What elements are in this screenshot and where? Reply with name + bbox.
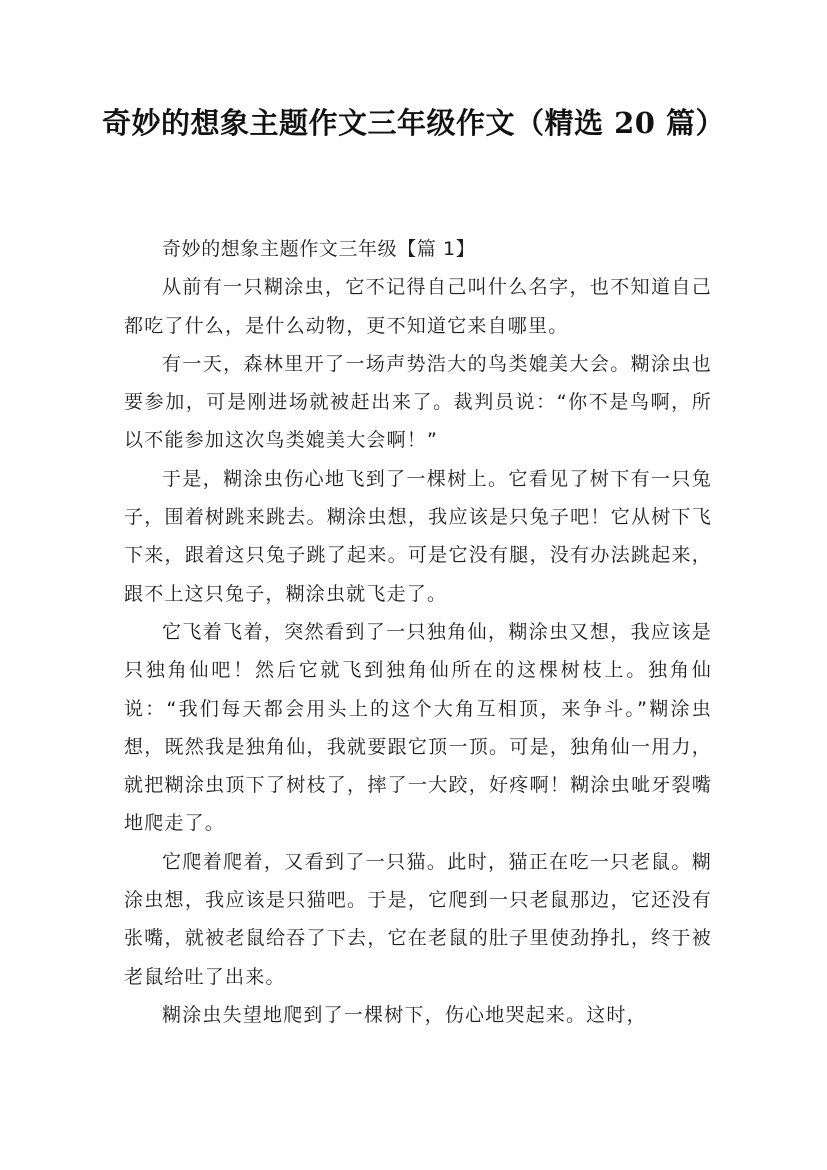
document-title: 奇妙的想象主题作文三年级作文（精选 20 篇） [101,106,726,140]
paragraph: 从前有一只糊涂虫，它不记得自己叫什么名字，也不知道自己都吃了什么，是什么动物，更不知道它来自哪里。 [124,276,712,337]
paragraph: 它爬着爬着，又看到了一只猫。此时，猫正在吃一只老鼠。糊涂虫想，我应该是只猫吧。于是，它爬到一只老鼠那边，它还没有张嘴，就被老鼠给吞了下去，它在老鼠的肚子里使劲挣扎，终于被老鼠给吐了出来。 [124,850,712,988]
paragraph: 于是，糊涂虫伤心地飞到了一棵树上。它看见了树下有一只兔子，围着树跳来跳去。糊涂虫想，我应该是只兔子吧！它从树下飞下来，跟着这只兔子跳了起来。可是它没有腿，没有办法跳起来，跟不上这只兔子，糊涂虫就飞走了。 [124,467,712,605]
paragraph: 糊涂虫失望地爬到了一棵树下，伤心地哭起来。这时， [162,1003,647,1026]
document-body [124,230,712,1034]
paragraph: 它飞着飞着，突然看到了一只独角仙，糊涂虫又想，我应该是只独角仙吧！然后它就飞到独角仙所在的这棵树枝上。独角仙说：“我们每天都会用头上的这个大角互相顶，来争斗。”糊涂虫想，既然我是独角仙，我就要跟它顶一顶。可是，独角仙一用力，就把糊涂虫顶下了树枝了，摔了一大跤，好疼啊！糊涂虫呲牙裂嘴地爬走了。 [124,620,712,835]
section-heading: 奇妙的想象主题作文三年级【篇 1】 [162,238,476,260]
paragraph: 有一天，森林里开了一场声势浩大的鸟类媲美大会。糊涂虫也要参加，可是刚进场就被赶出来了。裁判员说：“你不是鸟啊，所以不能参加这次鸟类媲美大会啊！” [124,352,712,452]
